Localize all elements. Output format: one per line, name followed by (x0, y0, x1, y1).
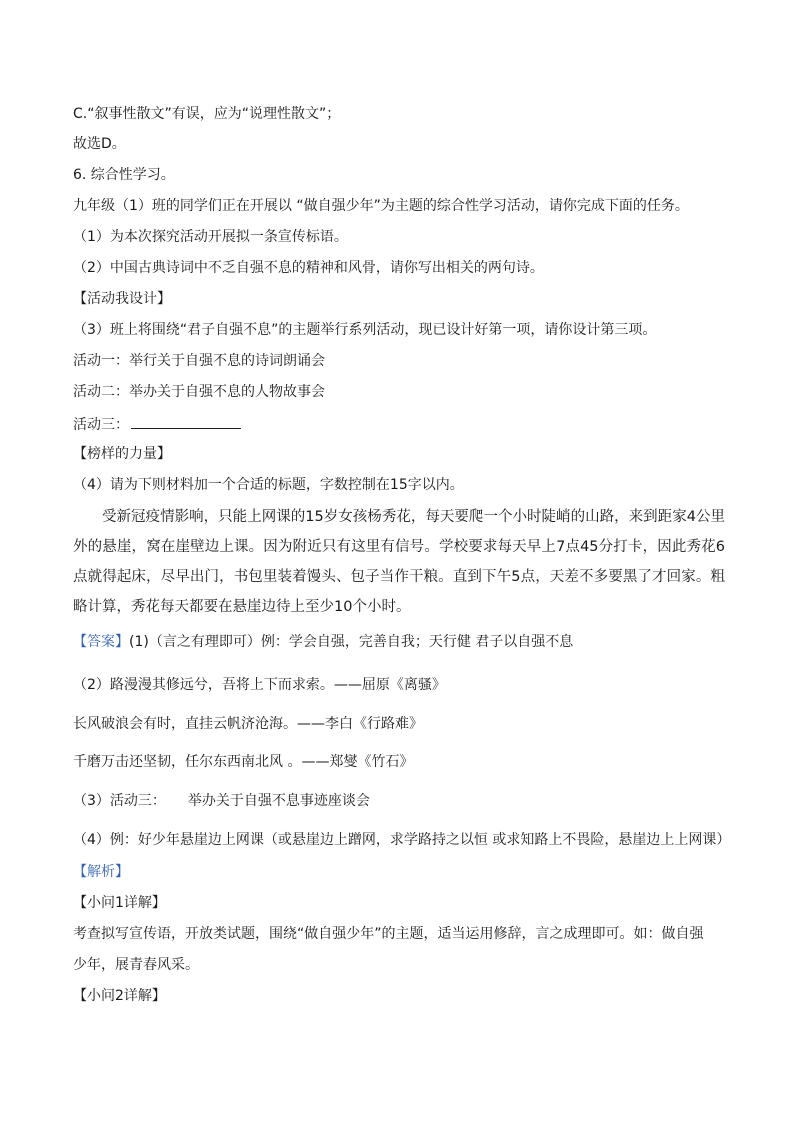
material-paragraph: 受新冠疫情影响，只能上网课的15岁女孩杨秀花，每天要爬一个小时陡峭的山路，来到距家4公里外的悬崖，窝在崖壁边上课。因为附近只有这里有信号。学校要求每天早上7点45分打卡，因此秀花6点就得起床，尽早出门，书包里装着馒头、包子当作干粮。直到下午5点，天差不多要黑了才回家。粗略计算，秀花每天都要在悬崖边待上至少10个小时。 (73, 509, 725, 615)
question-intro: 九年级（1）班的同学们正在开展以 “做自强少年”为主题的综合性学习活动，请你完成下面的任务。 (73, 198, 689, 214)
answer-text: (1)（言之有理即可）例：学会自强，完善自我；天行健 君子以自强不息 (129, 634, 574, 650)
answer-line: （4）例：好少年悬崖边上网课（或悬崖边上蹭网，求学路持之以恒 或求知路上不畏险，悬崖边上上网课） (73, 832, 731, 848)
answer-blank (131, 413, 241, 429)
answer-line (73, 791, 734, 811)
answer-line (73, 632, 734, 652)
task-1: （1）为本次探究活动开展拟一条宣传标语。 (73, 229, 348, 245)
text-line: 故选D。 (73, 136, 126, 152)
task-2: （2）中国古典诗词中不乏自强不息的精神和风骨，请你写出相关的两句诗。 (73, 260, 544, 276)
answer-line: 长风破浪会有时，直挂云帆济沧海。——李白《行路难》 (73, 716, 423, 732)
section-heading: 【活动我设计】 (73, 291, 171, 307)
answer-text: 举办关于自强不息事迹座谈会 (187, 793, 370, 809)
sub-question-heading: 【小问2详解】 (73, 988, 166, 1004)
sub-question-heading: 【小问1详解】 (73, 895, 166, 911)
activity-3-label: 活动三： (73, 417, 129, 433)
answer-line: （2）路漫漫其修远兮，吾将上下而求索。——屈原《离骚》 (73, 677, 446, 693)
task-4: （4）请为下则材料加一个合适的标题，字数控制在15字以内。 (73, 477, 464, 493)
answer-tag: 【答案】 (73, 634, 129, 650)
answer-label: （3）活动三： (73, 793, 166, 809)
activity-1: 活动一：举行关于自强不息的诗词朗诵会 (73, 353, 325, 369)
question-title: 6. 综合性学习。 (73, 167, 175, 183)
analysis-text: 少年，展青春风采。 (73, 957, 199, 973)
section-heading: 【榜样的力量】 (73, 446, 171, 462)
analysis-text: 考查拟写宣传语，开放类试题，围绕“做自强少年”的主题，适当运用修辞，言之成理即可。如：做自强 (73, 926, 704, 942)
analysis-tag: 【解析】 (73, 864, 129, 880)
activity-2: 活动二：举办关于自强不息的人物故事会 (73, 384, 325, 400)
task-3: （3）班上将围绕“君子自强不息”的主题举行系列活动，现已设计好第一项，请你设计第三项。 (73, 322, 657, 338)
answer-line: 千磨万击还坚韧，任尔东西南北风 。——郑燮《竹石》 (73, 754, 414, 770)
activity-3 (73, 413, 734, 435)
text-line: C.“叙事性散文”有误，应为“说理性散文”； (73, 106, 341, 122)
